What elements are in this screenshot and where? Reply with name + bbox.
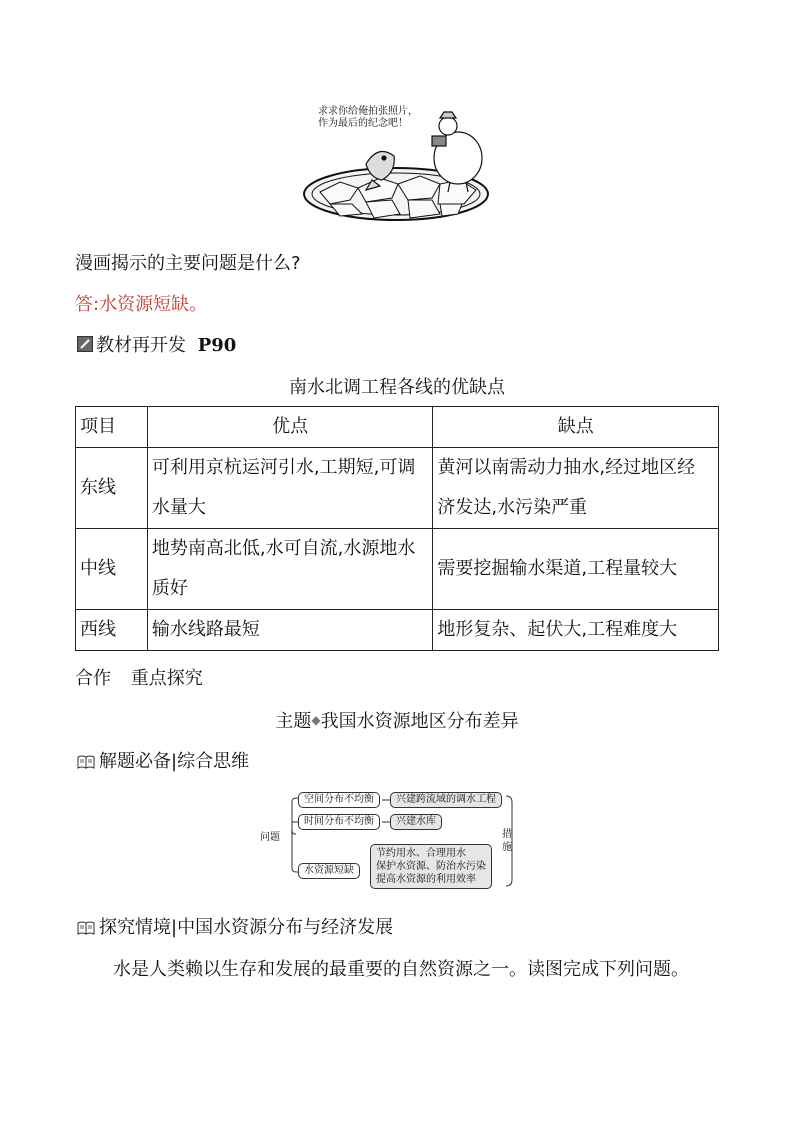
section-heading-part-1: 合作 <box>75 668 111 689</box>
diagram-measure-line: 节约用水、合理用水 <box>376 848 466 859</box>
pros-cell <box>147 448 433 529</box>
cons-cell: 需要挖掘输水渠道,工程量较大 <box>433 529 719 610</box>
thinking-heading-label: 解题必备 <box>99 751 171 772</box>
explore-heading-sub: 中国水资源分布与经济发展 <box>177 917 394 938</box>
cons-line: 黄河以南需动力抽水,经过地区经 <box>437 457 696 478</box>
cartoon-caption-line-2: 作为最后的纪念吧！ <box>318 118 408 129</box>
cartoon-caption <box>318 106 418 130</box>
answer-text: 答:水资源短缺。 <box>75 294 208 315</box>
pros-line: 质好 <box>151 578 188 599</box>
separator-bar: | <box>171 917 178 938</box>
diagram-problem-box: 时间分布不均衡 <box>298 814 380 830</box>
pros-line: 地势南高北低,水可自流,水源地水 <box>151 538 416 559</box>
diagram-measures-label <box>502 828 512 854</box>
pros-line: 可利用京杭运河引水,工期短,可调 <box>151 457 416 478</box>
pros-cell <box>147 529 433 610</box>
diagram-problem-box: 水资源短缺 <box>298 863 360 879</box>
table-header-cell: 缺点 <box>433 407 719 448</box>
textbook-reuse-heading <box>77 334 236 358</box>
pencil-icon <box>77 336 93 352</box>
table-row <box>76 610 719 651</box>
cartoon-illustration <box>300 100 496 222</box>
thinking-heading <box>77 750 249 774</box>
table-row <box>76 529 719 610</box>
pros-cell: 输水线路最短 <box>147 610 433 651</box>
book-icon <box>77 755 95 769</box>
explore-heading <box>77 916 393 940</box>
question-text: 漫画揭示的主要问题是什么? <box>75 253 301 274</box>
diagram-measures-label-char: 措 <box>502 829 512 840</box>
thinking-heading-sub: 综合思维 <box>177 751 250 772</box>
diagram-measure-line: 保护水资源、防治水污染 <box>376 861 486 872</box>
row-name-cell: 西线 <box>76 610 148 651</box>
table-header-row <box>76 407 719 448</box>
row-name-cell: 东线 <box>76 448 148 529</box>
row-name-cell: 中线 <box>76 529 148 610</box>
diagram-measure-group <box>370 844 492 889</box>
textbook-reuse-label: 教材再开发 <box>96 335 186 356</box>
diamond-icon: ◆ <box>311 713 321 727</box>
cons-cell: 地形复杂、起伏大,工程难度大 <box>433 610 719 651</box>
cartoon-caption-line-1: 求求你给俺拍张照片， <box>318 106 418 117</box>
explore-heading-label: 探究情境 <box>99 917 171 938</box>
pros-line: 水量大 <box>151 497 206 518</box>
table-title: 南水北调工程各线的优缺点 <box>289 377 505 398</box>
diagram-problem-box: 空间分布不均衡 <box>298 792 380 808</box>
section-heading <box>75 667 203 691</box>
table-header-cell: 项目 <box>76 407 148 448</box>
diagram-measure-box: 兴建跨流域的调水工程 <box>390 792 502 808</box>
separator-bar: | <box>171 751 178 772</box>
section-heading-part-2: 重点探究 <box>130 668 203 689</box>
cons-cell <box>433 448 719 529</box>
comparison-table <box>75 406 719 651</box>
topic-title: 我国水资源地区分布差异 <box>320 711 519 732</box>
table-header-cell: 优点 <box>147 407 433 448</box>
book-icon <box>77 921 95 935</box>
cons-line: 济发达,水污染严重 <box>437 497 588 518</box>
diagram-root-label: 问题 <box>260 832 280 843</box>
textbook-page-ref: P90 <box>197 335 237 356</box>
topic-heading <box>0 708 794 734</box>
intro-paragraph: 水是人类赖以生存和发展的最重要的自然资源之一。读图完成下列问题。 <box>113 959 689 980</box>
topic-prefix: 主题 <box>275 711 312 732</box>
diagram-measures-label-char: 施 <box>502 842 512 853</box>
diagram-measure-line: 提高水资源的利用效率 <box>376 874 476 885</box>
diagram-measure-box: 兴建水库 <box>390 814 442 830</box>
table-row <box>76 448 719 529</box>
concept-diagram <box>258 788 518 892</box>
